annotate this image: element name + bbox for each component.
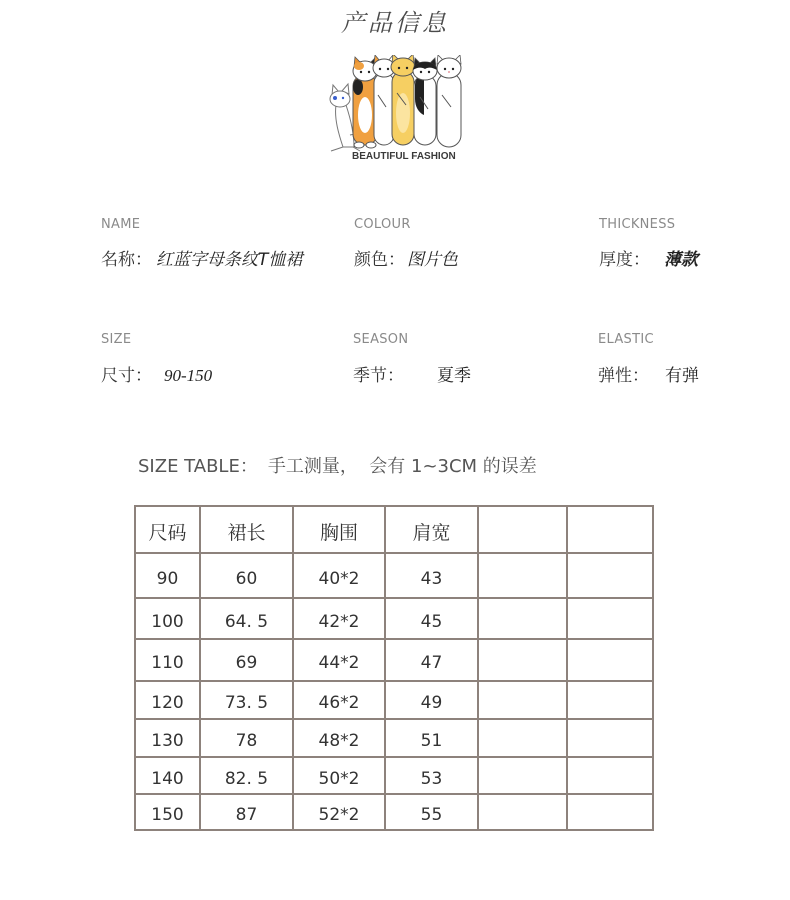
attr-label-name: NAME [101,217,141,232]
table-cell: 110 [135,639,200,681]
table-cell: 69 [200,639,293,681]
attr-value-colour: 图片色 [407,250,458,270]
table-cell-empty [478,639,567,681]
table-cell-empty [478,757,567,794]
table-cell-empty [567,757,653,794]
attr-key-thickness: 厚度： [599,250,650,270]
table-cell-empty [567,598,653,639]
table-cell-empty [478,719,567,757]
attr-name [101,250,302,270]
table-cell: 43 [385,553,478,598]
table-cell: 42*2 [293,598,385,639]
header-empty [478,506,567,553]
table-cell-empty [478,794,567,830]
header-chest: 胸围 [293,506,385,553]
attr-label-thickness: THICKNESS [599,217,676,232]
table-cell: 100 [135,598,200,639]
header-shoulder: 肩宽 [385,506,478,553]
attr-value-name: 红蓝字母条纹T恤裙 [156,250,303,270]
cat-figure-yellow [391,55,415,145]
attr-value-season: 夏季 [437,366,471,386]
attr-label-size: SIZE [101,332,132,347]
logo-caption: BEAUTIFUL FASHION [352,151,456,162]
page-title: 产品信息 [341,9,449,37]
table-cell-empty [478,681,567,719]
table-cell: 47 [385,639,478,681]
table-cell: 52*2 [293,794,385,830]
size-table-note: 手工测量， 会有 1~3CM 的误差 [267,456,537,477]
table-row [135,553,653,598]
attr-value-size: 90-150 [164,366,213,385]
table-cell: 90 [135,553,200,598]
table-row [135,719,653,757]
table-cell: 120 [135,681,200,719]
table-cell: 46*2 [293,681,385,719]
table-cell: 73. 5 [200,681,293,719]
table-cell: 140 [135,757,200,794]
table-cell: 87 [200,794,293,830]
table-header-row [135,506,653,553]
table-cell: 44*2 [293,639,385,681]
table-cell: 82. 5 [200,757,293,794]
cat-figure-black-white [413,58,437,145]
attr-season [353,366,471,386]
table-cell: 51 [385,719,478,757]
table-cell-empty [567,794,653,830]
table-row [135,794,653,830]
table-row [135,639,653,681]
header-skirt-length: 裙长 [200,506,293,553]
table-cell: 49 [385,681,478,719]
table-cell: 60 [200,553,293,598]
header-empty [567,506,653,553]
size-table-label: SIZE TABLE： [138,456,258,477]
table-cell-empty [478,553,567,598]
table-row [135,598,653,639]
attr-key-name: 名称： [101,250,152,270]
attr-colour [354,250,458,270]
size-table [134,505,654,831]
table-cell: 48*2 [293,719,385,757]
table-row [135,757,653,794]
attr-value-thickness: 薄款 [664,250,698,270]
table-cell-empty [567,719,653,757]
table-cell: 53 [385,757,478,794]
table-cell: 45 [385,598,478,639]
table-row [135,681,653,719]
attr-key-size: 尺寸： [101,366,152,386]
attr-key-colour: 颜色： [354,250,405,270]
table-cell: 78 [200,719,293,757]
table-cell: 150 [135,794,200,830]
table-cell: 50*2 [293,757,385,794]
cat-figure-white-right [437,55,461,147]
table-cell: 40*2 [293,553,385,598]
table-cell: 55 [385,794,478,830]
attr-label-colour: COLOUR [354,217,411,232]
cats-logo-icon [320,55,470,155]
attr-elastic [598,366,699,386]
attr-size [101,366,212,386]
table-cell-empty [567,553,653,598]
table-cell-empty [567,681,653,719]
attr-key-elastic: 弹性： [598,366,649,386]
attr-value-elastic: 有弹 [665,366,699,386]
attr-label-elastic: ELASTIC [598,332,654,347]
table-cell: 130 [135,719,200,757]
table-cell-empty [478,598,567,639]
table-cell: 64. 5 [200,598,293,639]
header-size: 尺码 [135,506,200,553]
attr-key-season: 季节： [353,366,404,386]
attr-label-season: SEASON [353,332,409,347]
size-table-title [138,456,537,478]
table-cell-empty [567,639,653,681]
attr-thickness [599,250,698,270]
